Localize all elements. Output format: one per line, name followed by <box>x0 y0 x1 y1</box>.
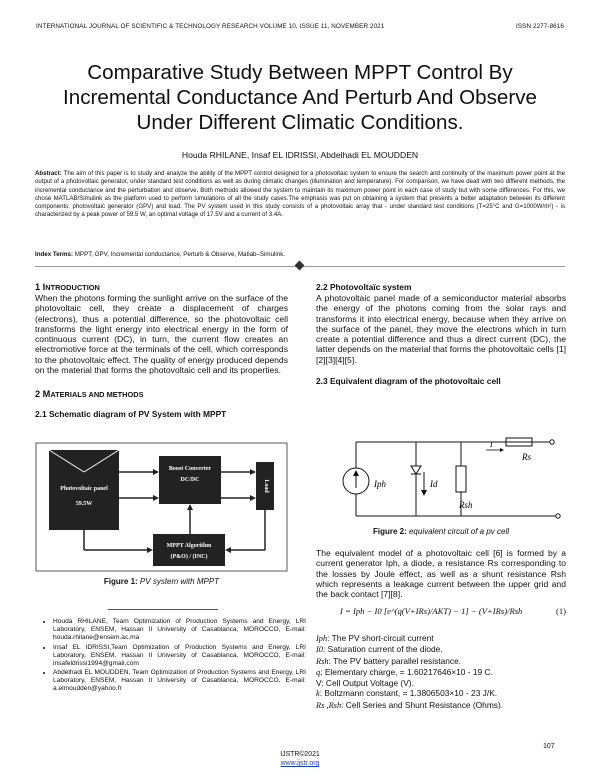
footer-url-link[interactable]: www.ijstr.org <box>280 760 320 767</box>
authors: Houda RHILANE, Insaf EL IDRISSI, Abdelhadi EL MOUDDEN <box>181 150 419 160</box>
running-header <box>36 23 564 30</box>
rs-label: Rs <box>522 452 531 462</box>
figure2-caption: Figure 2: equivalent circuit of a pv cell <box>372 527 510 536</box>
abstract <box>35 170 565 220</box>
mppt-box <box>153 534 225 566</box>
section2-heading: 2 MATERIALS AND METHODS <box>35 389 144 400</box>
converter-sub: DC/DC <box>180 477 200 483</box>
right-column <box>316 282 566 386</box>
index-terms-label: Index Terms: <box>35 251 74 258</box>
subsection-2-3-body: The equivalent model of a photovoltaic cell [6] is formed by a current generator Iph, a diode, a resistance Rs corresponding to the losses by Joule effect, as well as a shunt resistance Rsh which represents a leakage current between the upper grid and the back contact [7][8]. <box>316 548 566 600</box>
arrow-pv-converter-bottom <box>153 495 159 501</box>
equation-1 <box>340 606 566 616</box>
i-label: I <box>490 440 493 449</box>
page-number: 107 <box>543 743 555 750</box>
arrow-pv-mppt <box>147 547 153 553</box>
paper-title: Comparative Study Between MPPT Control By Incremental Conductance And Perturb And Observe Under Different Climatic Conditions. <box>63 61 537 134</box>
footnote-2: • Insaf EL IDRISSI,Team Optimization of Production Systems and Energy, LRI Laboratory, ENSEM, Hassan II University of Casablanca, MOROCCO, E-mail: insafeldrissi1994@gmail.com <box>53 644 306 668</box>
rsh-label: Rsh <box>459 500 473 510</box>
abstract-text: The aim of this paper is to study and analyze the ability of the MPPT control designed for a photovoltaic system to ensure the search and continuity of the maximum power point at the output of a photovoltaic generator, under standard test conditions as well as during climatic changes (illumination and temperature). For comparison, we have dealt with two different methods, the incremental conductance and the perturbation and observe. Both methods allowed the system to maintain its maximum power point in each case of study but with some differences. For this, we chose MATLAB/Simulink as the platform used to perform simulations of all the study cases.The emphasis was put on obtaining a system that presents a better adaptation between its different components: photovoltaic generator (GPV) and load. The PV system used in this study consists of a photovoltaic array that - under standard test conditions (T=25°C and G=1000W/m²) - is characterized by a peak power of 59.5 W, an optimal voltage of 17.5V and a current of 3.4A. <box>35 170 565 219</box>
def-q: q: Elementary charge, = 1.60217646×10 - 19 C. <box>316 666 493 677</box>
separator-diamond-icon <box>295 261 305 271</box>
arrow-load-mppt <box>225 547 231 553</box>
footer-copyright: IJSTR©2021 <box>280 751 320 758</box>
footnote-3: • Abdelhadi EL MOUDDEN, Team Optimization of Production Systems and Energy, LRI Laboratory, ENSEM, Hassan II University of Casablanca, MOROCCO, E-mail: a.elmoudden@yahoo.fr <box>53 669 306 693</box>
iph-label: Iph <box>374 479 386 489</box>
mppt-label: MPPT Algorithm <box>166 543 212 549</box>
terminal-top <box>550 440 554 444</box>
converter-label: Boost Converter <box>168 466 212 472</box>
footnote-rule <box>108 609 218 610</box>
def-k: k: Boltzmann constant, = 1.3806503×10 - 23 J/K. <box>316 688 498 699</box>
terminal-bottom <box>556 514 560 518</box>
section1-heading: 1 INTRODUCTION <box>35 282 100 292</box>
index-terms-text: MPPT, GPV, Incremental conductance, Perturb & Observe, Matlab–Simulink. <box>73 251 286 258</box>
subsection-2-1-heading: 2.1 Schematic diagram of PV System with MPPT <box>35 409 227 420</box>
symbol-definitions <box>316 633 566 711</box>
figure1-diagram <box>35 442 288 572</box>
footnotes <box>35 618 306 695</box>
left-column <box>35 282 288 419</box>
footer-url-row <box>0 760 600 767</box>
diode-symbol <box>411 466 421 474</box>
pv-panel-label: Photovoltaic panel <box>60 486 108 492</box>
def-iph: Iph: The PV short-circuit current <box>316 633 434 643</box>
mppt-sub: (P&O) / (INC) <box>170 554 208 560</box>
equation-body: I = Iph − I0 [e^(q(V+IRs)/AKT) − 1] − (V+IRs)/Rsh <box>340 606 523 616</box>
subsection-2-2-body: A photovoltaic panel made of a semiconductor material absorbs the energy of the photons coming from the solar rays and transforms it into electrical energy, because when they arrive on the surface of the panel, they move the electrons which in turn create a potential difference and thus a direct current (DC), the latter depends on the material that forms the photovoltaic cells [1][2][3][4][5]. <box>316 293 566 365</box>
index-terms <box>35 251 565 258</box>
def-v: V: Cell Output Voltage (V). <box>316 678 414 689</box>
arrow-pv-converter-top <box>153 469 159 475</box>
arrow-mppt-converter <box>187 504 193 510</box>
footnote-1: • Houda RHILANE, Team Optimization of Production Systems and Energy, LRI Laboratory, ENSEM, Hassan II University of Casablanca, MOROCCO, E-mail: houda.rhilane@ensem.ac.ma <box>53 618 306 642</box>
journal-name: INTERNATIONAL JOURNAL OF SCIENTIFIC & TECHNOLOGY RESEARCH VOLUME 10, ISSUE 11, NOVEMBER 2021 <box>36 23 385 30</box>
equation-number: (1) <box>555 606 566 616</box>
id-label: Id <box>430 479 438 489</box>
arrow-converter-load-bottom <box>250 495 256 501</box>
pv-panel-power: 59.5W <box>75 501 93 507</box>
def-rs-rsh: Rs ,Rsh: Cell Series and Shunt Resistance (Ohms). <box>316 699 504 710</box>
subsection-2-3-heading: 2.3 Equivalent diagram of the photovoltaic cell <box>316 376 501 387</box>
def-rsh: Rsh: The PV battery parallel resistance. <box>316 655 462 666</box>
figure1-caption: Figure 1: PV system with MPPT <box>103 577 220 586</box>
load-label: Load <box>263 479 269 493</box>
issn: ISSN 2277-8616 <box>516 23 564 30</box>
subsection-2-2-heading: 2.2 Photovoltaïc system <box>316 282 412 292</box>
abstract-label: Abstract: <box>35 170 62 177</box>
section1-body: When the photons forming the sunlight arrive on the surface of the photovoltaic cell, they create a displacement of charges (electrons), thus a potential difference, so the photovoltaic cell transforms the light energy into electrical energy in the form of continuous current (DC), in turn, the current flow creates an electromotive force at the terminals of the cell, which corresponds to the photovoltaic effect. The quality of energy produced depends on the material that forms the photovoltaic cell and its properties. <box>35 293 288 376</box>
shunt-resistor <box>456 466 466 492</box>
arrow-converter-load-top <box>250 469 256 475</box>
def-i0: I0: Saturation current of the diode. <box>316 644 443 655</box>
figure2-circuit <box>316 432 566 532</box>
